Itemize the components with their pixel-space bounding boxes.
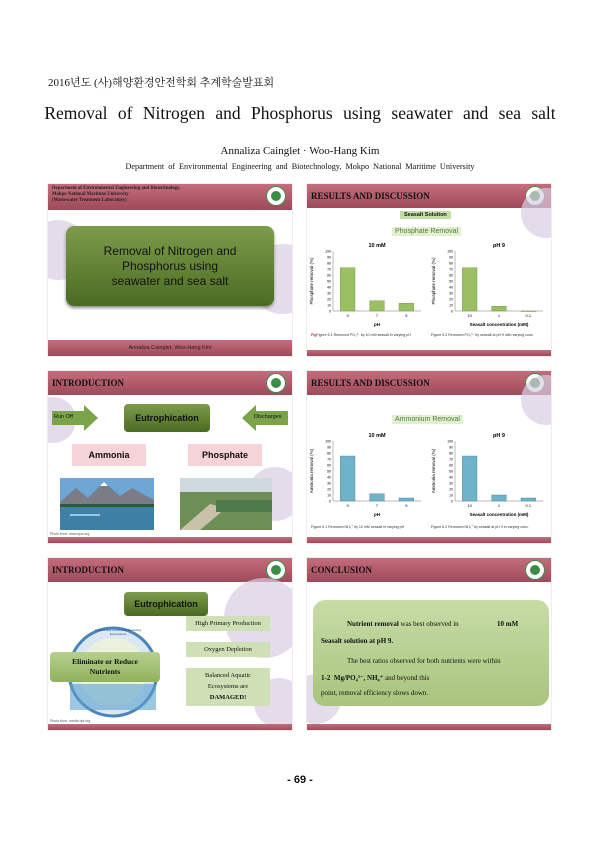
y-tick-label: 60 bbox=[449, 273, 453, 278]
university-logo-icon bbox=[266, 560, 286, 580]
y-tick-label: 0 bbox=[329, 499, 331, 504]
x-axis-label: Seasalt concentration (mM) bbox=[469, 322, 529, 327]
x-tick-label: 9 bbox=[346, 313, 349, 318]
lake-photo bbox=[60, 478, 154, 530]
conclusion-line: point, removal efficiency slows down. bbox=[321, 689, 429, 697]
y-tick-label: 90 bbox=[327, 255, 331, 260]
chart-bar bbox=[399, 303, 414, 311]
y-tick-label: 80 bbox=[449, 451, 453, 456]
slide-footer bbox=[48, 724, 292, 730]
figure-caption: Figure 6.1 Removed NH₄⁺ by 10 mM seasalt in varying pH bbox=[311, 525, 405, 529]
y-tick-label: 60 bbox=[449, 463, 453, 468]
y-tick-label: 0 bbox=[451, 499, 453, 504]
chart-ammonium-conc bbox=[429, 429, 551, 521]
y-tick-label: 70 bbox=[327, 457, 331, 462]
y-axis-label: Phosphate removal (%) bbox=[309, 257, 314, 305]
y-tick-label: 100 bbox=[447, 249, 453, 254]
chart-title: pH 9 bbox=[493, 433, 505, 439]
chart-bar bbox=[399, 498, 414, 501]
slide-subtitle: Ammonium Removal bbox=[392, 415, 463, 424]
y-tick-label: 50 bbox=[449, 279, 453, 284]
chart-phosphate-conc bbox=[429, 239, 551, 331]
slide-title bbox=[48, 184, 292, 356]
x-tick-label: 0.1 bbox=[525, 503, 532, 508]
slide-header bbox=[307, 184, 551, 208]
slide-footer bbox=[48, 340, 292, 356]
y-tick-label: 30 bbox=[449, 481, 453, 486]
slide-subtitle: Phosphate Removal bbox=[392, 227, 461, 236]
chart-bar bbox=[492, 495, 507, 501]
conclusion-line: Seasalt solution at pH 9. bbox=[321, 637, 394, 645]
y-tick-label: 30 bbox=[327, 291, 331, 296]
slide-title-text: Removal of Nitrogen and Phosphorus using seawater and sea salt bbox=[103, 243, 237, 288]
chart-bar bbox=[340, 268, 355, 311]
chart-bar bbox=[521, 311, 536, 312]
y-tick-label: 100 bbox=[325, 439, 331, 444]
slide-header bbox=[307, 371, 551, 395]
oxygen-depletion-box: Oxygen Depletion bbox=[186, 642, 270, 657]
y-tick-label: 10 bbox=[449, 493, 453, 498]
chart-bar bbox=[370, 494, 385, 501]
discharges-label: Discharges bbox=[254, 414, 282, 420]
slide-heading: CONCLUSION bbox=[311, 565, 373, 575]
chart-phosphate-ph bbox=[307, 239, 429, 331]
y-tick-label: 60 bbox=[327, 463, 331, 468]
x-tick-label: 10 bbox=[467, 503, 472, 508]
y-axis-label: Phosphate removal (%) bbox=[431, 257, 436, 305]
shore-photo bbox=[180, 478, 272, 530]
slide-footer bbox=[307, 724, 551, 730]
page-number: - 69 - bbox=[287, 774, 313, 786]
slide-footer bbox=[307, 350, 551, 356]
damaged-line: Ecosystems are bbox=[207, 683, 249, 690]
x-tick-label: 1 bbox=[497, 313, 501, 318]
photo-credit: Photo from: www.epa.org bbox=[50, 532, 90, 536]
photo-credit: Photo from: media.hpi.org bbox=[50, 719, 91, 723]
x-tick-label: 5 bbox=[405, 313, 408, 318]
y-tick-label: 0 bbox=[329, 309, 331, 314]
x-tick-label: 0.1 bbox=[525, 313, 532, 318]
header-line: Department of Environmental Engineering and Biotechnology, bbox=[52, 186, 181, 191]
y-tick-label: 0 bbox=[451, 309, 453, 314]
slide-heading: INTRODUCTION bbox=[52, 378, 125, 388]
chart-bar bbox=[492, 306, 507, 311]
slide-introduction-1 bbox=[48, 371, 292, 543]
y-tick-label: 90 bbox=[327, 445, 331, 450]
y-tick-label: 80 bbox=[327, 261, 331, 266]
x-axis-label: pH bbox=[374, 322, 380, 327]
header-line: (Wastewater Treatment Laboratory) bbox=[52, 198, 127, 203]
paper-department: Department of Environmental Engineering and Biotechnology, Mokpo National Maritime University bbox=[125, 162, 475, 171]
figure-caption: Figure 5.2 Removed PO₄³⁻ by seasalt at pH 9 with varying conc. bbox=[431, 333, 534, 337]
y-tick-label: 100 bbox=[325, 249, 331, 254]
y-tick-label: 90 bbox=[449, 445, 453, 450]
y-tick-label: 30 bbox=[449, 291, 453, 296]
chart-title: 10 mM bbox=[368, 243, 386, 249]
paper-authors: Annaliza Cainglet · Woo-Hang Kim bbox=[220, 145, 380, 157]
conclusion-line: 1-2 Mg/PO₄³⁻, NH₄⁺ and beyond this bbox=[321, 674, 430, 682]
y-tick-label: 70 bbox=[449, 457, 453, 462]
y-axis-label: Ammonia removal (%) bbox=[309, 448, 314, 494]
y-tick-label: 70 bbox=[327, 267, 331, 272]
y-tick-label: 40 bbox=[449, 285, 453, 290]
y-tick-label: 60 bbox=[327, 273, 331, 278]
chart-ammonium-ph bbox=[307, 429, 429, 521]
slide-results-ammonium bbox=[307, 371, 551, 543]
y-tick-label: 40 bbox=[327, 475, 331, 480]
x-tick-label: 10 bbox=[467, 313, 472, 318]
y-tick-label: 10 bbox=[327, 303, 331, 308]
chart-title: pH 9 bbox=[493, 243, 505, 249]
slide-footer bbox=[307, 537, 551, 543]
y-tick-label: 50 bbox=[327, 279, 331, 284]
damaged-box bbox=[186, 668, 270, 706]
phosphate-box: Phosphate bbox=[188, 444, 262, 466]
slide-header bbox=[48, 184, 292, 210]
y-tick-label: 20 bbox=[327, 297, 331, 302]
y-tick-label: 80 bbox=[449, 261, 453, 266]
y-tick-label: 30 bbox=[327, 481, 331, 486]
damaged-line: Balanced Aquatic bbox=[204, 672, 252, 679]
damaged-line: DAMAGED! bbox=[209, 694, 247, 701]
figure-caption: Figure 6.2 Removed NH₄⁺ by seasalt at pH 9 in varying conc. bbox=[431, 525, 529, 529]
ring-text: Nutrient and Community Restoring Ecosystems bbox=[94, 628, 142, 636]
y-tick-label: 10 bbox=[327, 493, 331, 498]
paper-title: Removal of Nitrogen and Phosphorus using seawater and sea salt bbox=[44, 103, 556, 123]
y-tick-label: 40 bbox=[449, 475, 453, 480]
eutrophication-box: Eutrophication bbox=[124, 592, 208, 616]
slide-title-box bbox=[66, 226, 274, 306]
y-tick-label: 20 bbox=[449, 297, 453, 302]
slide-heading: INTRODUCTION bbox=[52, 565, 125, 575]
x-tick-label: 9 bbox=[346, 503, 349, 508]
chart-bar bbox=[521, 498, 536, 501]
x-tick-label: 5 bbox=[405, 503, 408, 508]
eliminate-text: Eliminate or Reduce Nutrients bbox=[72, 657, 138, 676]
slide-authors: Annaliza Cainglet, Woo-Hang Kim bbox=[128, 345, 212, 351]
slide-conclusion bbox=[307, 558, 551, 730]
conclusion-line: Nutrient removal was best observed in bbox=[347, 620, 459, 628]
x-tick-label: 1 bbox=[497, 503, 501, 508]
university-logo-icon bbox=[525, 560, 545, 580]
slide-results-phosphate bbox=[307, 184, 551, 356]
y-tick-label: 50 bbox=[327, 469, 331, 474]
chart-bar bbox=[340, 456, 355, 501]
x-axis-label: pH bbox=[374, 512, 380, 517]
y-tick-label: 100 bbox=[447, 439, 453, 444]
y-tick-label: 50 bbox=[449, 469, 453, 474]
seasalt-tag: Seasalt Solution bbox=[400, 211, 451, 219]
chart-bar bbox=[370, 301, 385, 311]
slide-heading: RESULTS AND DISCUSSION bbox=[311, 378, 430, 388]
eutrophication-box: Eutrophication bbox=[124, 404, 210, 432]
university-logo-icon bbox=[266, 186, 286, 206]
x-axis-label: Seasalt concentration (mM) bbox=[469, 512, 529, 517]
conclusion-line: 10 mM bbox=[497, 620, 519, 628]
y-tick-label: 90 bbox=[449, 255, 453, 260]
chart-bar bbox=[462, 456, 477, 501]
slide-footer bbox=[48, 537, 292, 543]
run-off-label: Run Off bbox=[54, 414, 73, 420]
university-logo-icon bbox=[266, 373, 286, 393]
header-line: Mokpo National Maritime University bbox=[52, 192, 129, 197]
conference-name: 2016년도 (사)해양환경안전학회 추계학술발표회 bbox=[48, 77, 275, 89]
y-tick-label: 70 bbox=[449, 267, 453, 272]
slide-introduction-2 bbox=[48, 558, 292, 730]
slide-header bbox=[48, 371, 292, 395]
y-tick-label: 80 bbox=[327, 451, 331, 456]
y-tick-label: 20 bbox=[449, 487, 453, 492]
x-tick-label: 7 bbox=[375, 503, 379, 508]
conclusion-box bbox=[313, 600, 549, 706]
figure-caption: FigFigure 5.1 Removed PO₄³⁻ by 10 mM seasalt in varying pH bbox=[311, 333, 411, 337]
y-tick-label: 10 bbox=[449, 303, 453, 308]
y-tick-label: 40 bbox=[327, 285, 331, 290]
high-production-box: High Primary Production bbox=[186, 616, 270, 631]
chart-bar bbox=[462, 268, 477, 311]
y-tick-label: 20 bbox=[327, 487, 331, 492]
ammonia-box: Ammonia bbox=[72, 444, 146, 466]
y-axis-label: Ammonia removal (%) bbox=[431, 448, 436, 494]
chart-title: 10 mM bbox=[368, 433, 386, 439]
x-tick-label: 7 bbox=[375, 313, 379, 318]
conclusion-line: The best ratios observed for both nutrients were within bbox=[347, 657, 501, 665]
slide-header bbox=[307, 558, 551, 582]
eliminate-box bbox=[50, 652, 160, 682]
slide-heading: RESULTS AND DISCUSSION bbox=[311, 191, 430, 201]
